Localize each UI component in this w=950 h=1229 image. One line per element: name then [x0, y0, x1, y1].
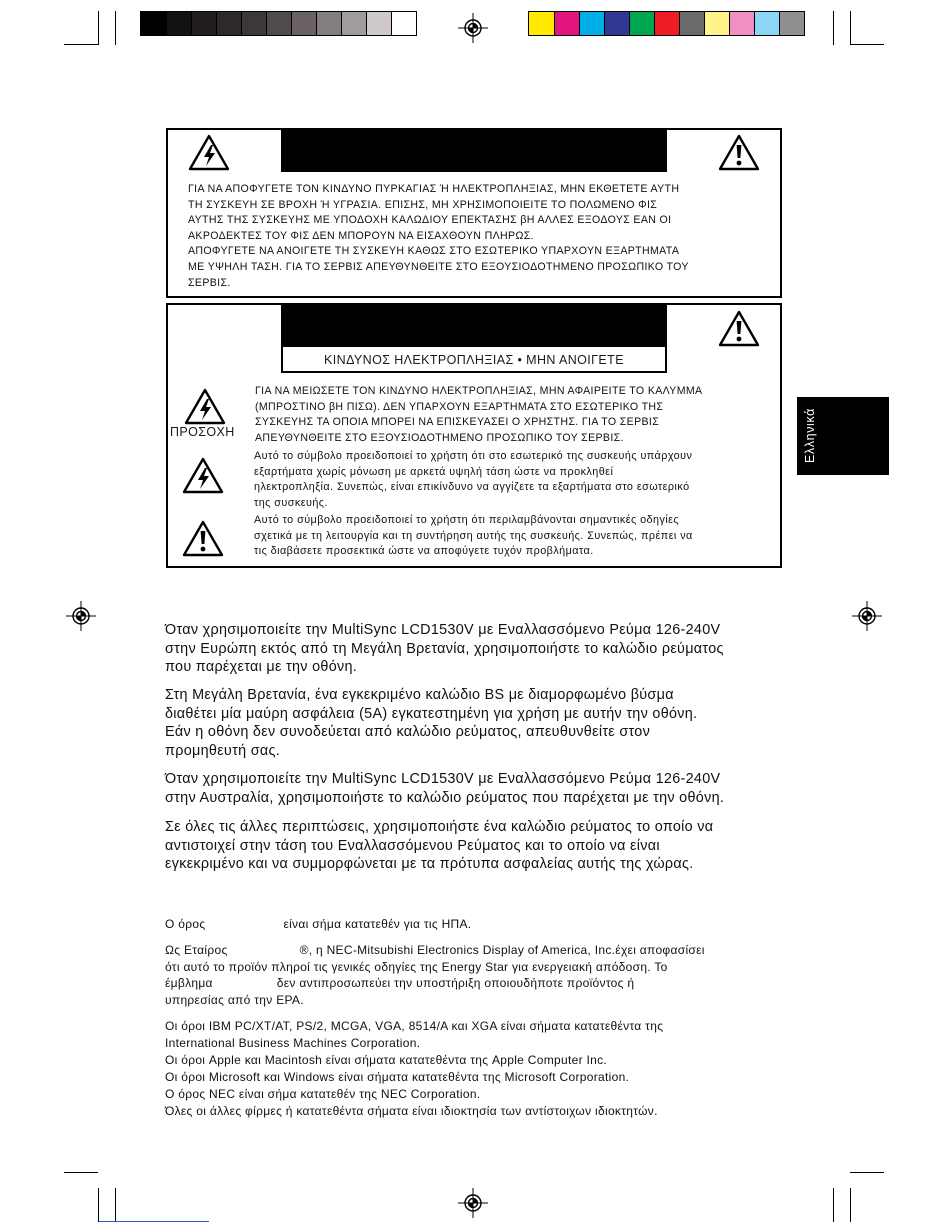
- symbol-line: της συσκευής.: [254, 496, 328, 509]
- color-swatch: [679, 12, 704, 35]
- lightning-warning-triangle-icon: [184, 388, 226, 425]
- color-swatch: [779, 12, 804, 35]
- body-line: στην Αυστραλία, χρησιμοποιήστε το καλώδιο ρεύματος που παρέχεται με την οθόνη.: [165, 789, 725, 806]
- grayscale-color-bar: [140, 11, 417, 36]
- warning-line: ΣΕΡΒΙΣ.: [188, 276, 231, 289]
- crop-mark: [98, 11, 99, 45]
- warning-line: ΑΠΟΦΥΓΕΤΕ ΝΑ ΑΝΟΙΓΕΤΕ ΤΗ ΣΥΣΚΕΥΗ ΚΑΘΩΣ ΣΤΟ ΕΣΩΤΕΡΙΚΟ ΥΠΑΡΧΟΥΝ ΕΞΑΡΤΗΜΑΤΑ: [188, 245, 680, 258]
- emblem-prefix: έμβλημα: [165, 976, 213, 990]
- crop-mark: [850, 11, 851, 45]
- shock-caption: ΚΙΝΔΥΝΟΣ ΗΛΕΚΤΡΟΠΛΗΞΙΑΣ • ΜΗΝ ΑΝΟΙΓΕΤΕ: [281, 345, 667, 373]
- color-swatch: [166, 12, 191, 35]
- warning-line: ΑΥΤΗΣ ΤΗΣ ΣΥΣΚΕΥΗΣ ΜΕ ΥΠΟΔΟΧΗ ΚΑΛΩΔΙΟΥ ΕΠΕΚΤΑΣΗΣ βΗ ΑΛΛΕΣ ΕΞΟΔΟΥΣ ΕΑΝ ΟΙ: [188, 214, 672, 227]
- caution-line: ΑΠΕΥΘΥΝΘΕΙΤΕ ΣΤΟ ΕΞΟΥΣΙΟΔΟΤΗΜΕΝΟ ΠΡΟΣΩΠΙΚΟ ΤΟΥ ΣΕΡΒΙΣ.: [255, 431, 624, 444]
- warning-title-bar: [281, 130, 667, 172]
- color-swatch: [629, 12, 654, 35]
- body-line: εγκεκριμένο και να συμμορφώνεται με τα πρότυπα ασφαλείας αυτής της χώρας.: [165, 856, 694, 873]
- body-line: Εάν η οθόνη δεν συνοδεύεται από καλώδιο ρεύματος, απευθυνθείτε στον: [165, 724, 651, 741]
- caution-title-bar: [281, 305, 667, 347]
- color-swatch: [554, 12, 579, 35]
- symbol-line: εξαρτήματα χωρίς μόνωση με αρκετά υψηλή τάση ώστε να προκληθεί: [254, 465, 614, 478]
- trademark-line: Ο όρος NEC είναι σήμα κατατεθέν της NEC Corporation.: [165, 1087, 481, 1101]
- language-tab-label: Ελληνικά: [803, 408, 817, 463]
- trademark-list: [165, 1018, 805, 1120]
- symbol-line: ηλεκτροπληξία. Συνεπώς, είναι επικίνδυνο να αγγίζετε τα εξαρτήματα στο εσωτερικό: [254, 481, 690, 494]
- trademark-line: Οι όροι IBM PC/XT/AT, PS/2, MCGA, VGA, 8514/A και XGA είναι σήματα κατατεθέντα της: [165, 1019, 664, 1033]
- color-swatch: [704, 12, 729, 35]
- color-swatch: [291, 12, 316, 35]
- body-line: στην Ευρώπη εκτός από τη Μεγάλη Βρετανία, χρησιμοποιήστε το καλώδιο ρεύματος: [165, 640, 724, 657]
- trademark-line: International Business Machines Corporation.: [165, 1036, 421, 1050]
- crop-mark: [115, 11, 116, 45]
- language-side-tab: [797, 397, 889, 475]
- warning-line: ΑΚΡΟΔΕΚΤΕΣ ΤΟΥ ΦΙΣ ΔΕΝ ΜΠΟΡΟΥΝ ΝΑ ΕΙΣΑΧΘΟΥΝ ΠΛΗΡΩΣ.: [188, 229, 534, 242]
- symbol-line: Αυτό το σύμβολο προειδοποιεί το χρήστη ότι στο εσωτερικό της συσκευής υπάρχουν: [254, 450, 693, 462]
- energy-star-trademark-line: [165, 916, 805, 933]
- color-swatch: [654, 12, 679, 35]
- color-swatch: [391, 12, 416, 35]
- color-swatch: [266, 12, 291, 35]
- color-swatch: [604, 12, 629, 35]
- partner-line: υπηρεσίας από την EPA.: [165, 992, 304, 1007]
- body-line: που παρέχεται με την οθόνη.: [165, 659, 358, 676]
- caution-text: [255, 384, 775, 446]
- body-line: προμηθευτή σας.: [165, 743, 281, 760]
- caution-line: ΓΙΑ ΝΑ ΜΕΙΩΣΕΤΕ ΤΟΝ ΚΙΝΔΥΝΟ ΗΛΕΚΤΡΟΠΛΗΞΙΑΣ, ΜΗΝ ΑΦΑΙΡΕΙΤΕ ΤΟ ΚΑΛΥΜΜΑ: [255, 385, 703, 397]
- bottom-rule: [99, 1221, 209, 1222]
- color-swatch: [579, 12, 604, 35]
- crop-mark: [850, 44, 884, 45]
- trademark-line: Όλες οι άλλες φίρμες ή κατατεθέντα σήματα είναι ιδιοκτησία των αντίστοιχων ιδιοκτητών.: [165, 1104, 658, 1118]
- color-swatch: [754, 12, 779, 35]
- emblem-suffix: δεν αντιπροσωπεύει την υποστήριξη οποιουδήποτε προϊόντος ή: [276, 976, 635, 990]
- crop-mark: [98, 1188, 99, 1222]
- power-cord-uk-paragraph: [165, 686, 805, 761]
- body-line: Όταν χρησιμοποιείτε την MultiSync LCD1530V με Εναλλασσόμενο Ρεύμα 126-240V: [165, 771, 721, 787]
- caution-label: ΠΡΟΣΟΧΗ: [170, 425, 235, 439]
- color-swatch: [729, 12, 754, 35]
- color-swatch: [341, 12, 366, 35]
- partner-line: ότι αυτό το προϊόν πληροί τις γενικές οδηγίες της Energy Star για ενεργειακή απόδοση. Το: [165, 959, 668, 974]
- color-swatch: [191, 12, 216, 35]
- partner-prefix: Ως Εταίρος: [165, 943, 228, 957]
- body-line: Στη Μεγάλη Βρετανία, ένα εγκεκριμένο καλώδιο BS με διαμορφωμένο βύσμα: [165, 687, 674, 703]
- power-cord-europe-paragraph: [165, 621, 805, 677]
- shock-symbol-explanation: [254, 449, 779, 511]
- crop-mark: [64, 1172, 98, 1173]
- registration-target-icon: [66, 601, 96, 631]
- symbol-line: τις διαβάσετε προσεκτικά ώστε να αποφύγετε τυχόν προβλήματα.: [254, 545, 594, 558]
- body-line: διαθέτει μία μαύρη ασφάλεια (5A) εγκατεστημένη για χρήση με αυτήν την οθόνη.: [165, 705, 698, 722]
- caution-line: ΣΥΣΚΕΥΗΣ ΤΑ ΟΠΟΙΑ ΜΠΟΡΕΙ ΝΑ ΕΠΙΣΚΕΥΑΣΕΙ Ο ΧΡΗΣΤΗΣ. ΓΙΑ ΤΟ ΣΕΡΒΙΣ: [255, 416, 660, 429]
- symbol-line: Αυτό το σύμβολο προειδοποιεί το χρήστη ότι περιλαμβάνονται σημαντικές οδηγίες: [254, 514, 680, 526]
- warning-line: ΓΙΑ ΝΑ ΑΠΟΦΥΓΕΤΕ ΤΟΝ ΚΙΝΔΥΝΟ ΠΥΡΚΑΓΙΑΣ Ή ΗΛΕΚΤΡΟΠΛΗΞΙΑΣ, ΜΗΝ ΕΚΘΕΤΕΤΕ ΑΥΤΗ: [188, 183, 680, 195]
- exclamation-warning-triangle-icon: [182, 520, 224, 557]
- crop-mark: [850, 1172, 884, 1173]
- trademark-prefix: Ο όρος: [165, 917, 206, 931]
- process-color-bar: [528, 11, 805, 36]
- power-cord-other-paragraph: [165, 818, 805, 874]
- body-line: Σε όλες τις άλλες περιπτώσεις, χρησιμοποιήστε ένα καλώδιο ρεύματος το οποίο να: [165, 819, 714, 835]
- warning-line: ΜΕ ΥΨΗΛΗ ΤΑΣΗ. ΓΙΑ ΤΟ ΣΕΡΒΙΣ ΑΠΕΥΘΥΝΘΕΙΤΕ ΣΤΟ ΕΞΟΥΣΙΟΔΟΤΗΜΕΝΟ ΠΡΟΣΩΠΙΚΟ ΤΟΥ: [188, 260, 689, 273]
- trademark-line: Οι όροι Microsoft και Windows είναι σήματα κατατεθέντα της Microsoft Corporation.: [165, 1070, 630, 1084]
- warning-line: ΤΗ ΣΥΣΚΕΥΗ ΣΕ ΒΡΟΧΗ Ή ΥΓΡΑΣΙΑ. ΕΠΙΣΗΣ, ΜΗ ΧΡΗΣΙΜΟΠΟΙΕΙΤΕ ΤΟ ΠΟΛΩΜΕΝΟ ΦΙΣ: [188, 198, 658, 211]
- color-swatch: [366, 12, 391, 35]
- color-swatch: [529, 12, 554, 35]
- body-line: Όταν χρησιμοποιείτε την MultiSync LCD1530V με Εναλλασσόμενο Ρεύμα 126-240V: [165, 622, 721, 638]
- fire-shock-warning-text: [188, 182, 778, 291]
- crop-mark: [833, 11, 834, 45]
- crop-mark: [833, 1188, 834, 1222]
- crop-mark: [64, 44, 98, 45]
- registration-target-icon: [458, 13, 488, 43]
- partner-suffix: ®, η NEC-Mitsubishi Electronics Display of America, Inc.έχει αποφασίσει: [299, 943, 705, 957]
- power-cord-australia-paragraph: [165, 770, 805, 807]
- lightning-warning-triangle-icon: [188, 134, 230, 171]
- color-swatch: [216, 12, 241, 35]
- exclamation-warning-triangle-icon: [718, 310, 760, 347]
- crop-mark: [850, 1188, 851, 1222]
- color-swatch: [241, 12, 266, 35]
- symbol-line: σχετικά με τη λειτουργία και τη συντήρηση αυτής της συσκευής. Συνεπώς, πρέπει να: [254, 529, 693, 542]
- color-swatch: [141, 12, 166, 35]
- exclamation-symbol-explanation: [254, 513, 779, 560]
- color-swatch: [316, 12, 341, 35]
- body-line: αντιστοιχεί στην τάση του Εναλλασσόμενου Ρεύματος και το οποίο να είναι: [165, 837, 660, 854]
- registration-target-icon: [458, 1188, 488, 1218]
- caution-line: (ΜΠΡΟΣΤΙΝΟ βΗ ΠΙΣΩ). ΔΕΝ ΥΠΑΡΧΟΥΝ ΕΞΑΡΤΗΜΑΤΑ ΣΤΟ ΕΣΩΤΕΡΙΚΟ ΤΗΣ: [255, 400, 664, 413]
- energy-star-partner-paragraph: [165, 942, 805, 1008]
- trademark-suffix: είναι σήμα κατατεθέν για τις ΗΠΑ.: [283, 917, 472, 931]
- lightning-warning-triangle-icon: [182, 457, 224, 494]
- trademark-line: Οι όροι Apple και Macintosh είναι σήματα κατατεθέντα της Apple Computer Inc.: [165, 1053, 608, 1067]
- exclamation-warning-triangle-icon: [718, 134, 760, 171]
- crop-mark: [115, 1188, 116, 1222]
- registration-target-icon: [852, 601, 882, 631]
